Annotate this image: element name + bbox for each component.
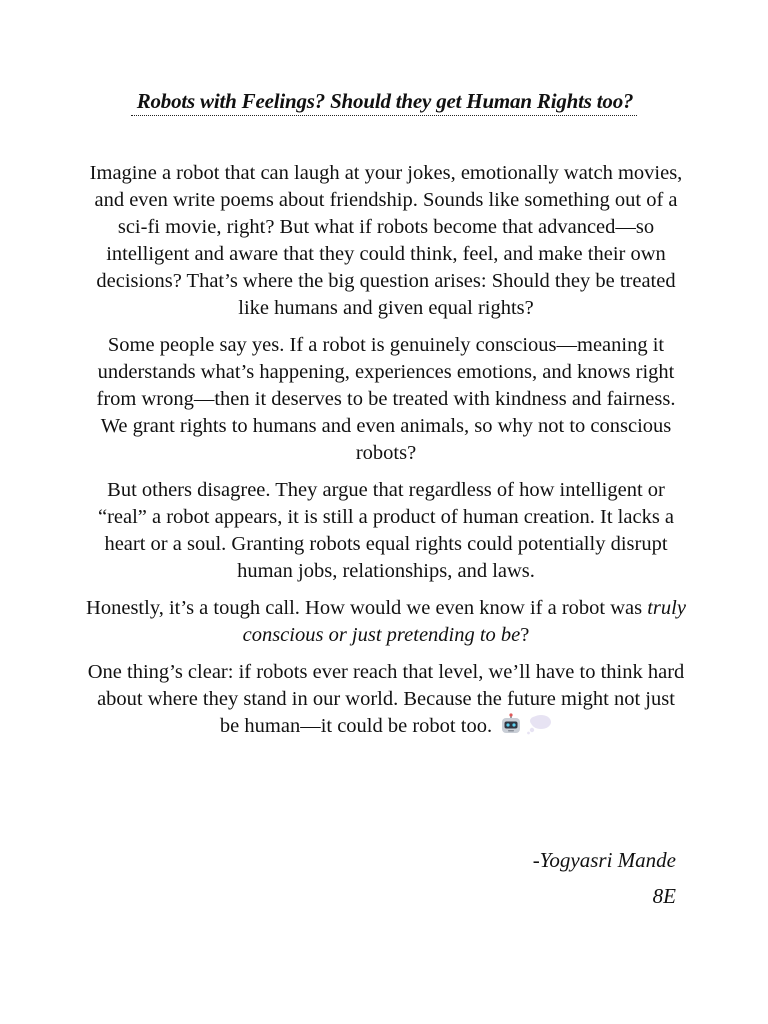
paragraph-intro: Imagine a robot that can laugh at your jokes, emotionally watch movies, and even write poems about friendship. Sounds like something out of a sci-fi movie, right? But what if robots become that advanced—so intelligent and aware that they could think, feel, and make their own decisions? That’s where the big question arises: Should they be treated like humans and given equal rights? <box>89 162 683 319</box>
paragraph-no: But others disagree. They argue that regardless of how intelligent or “real” a robot appears, it is still a product of human creation. It lacks a heart or a soul. Granting robots equal rights could potentially disrupt human jobs, relationships, and laws. <box>97 479 675 582</box>
paragraph-conclusion-text: One thing’s clear: if robots ever reach that level, we’ll have to think hard about where they stand in our world. Because the future might not just be human—it could be robot too. <box>87 661 685 737</box>
paragraph-tough-call-start: Honestly, it’s a tough call. How would we even know if a robot was <box>86 597 648 619</box>
robot-face-icon <box>500 713 522 743</box>
paragraph-yes: Some people say yes. If a robot is genuinely conscious—meaning it understands what’s happening, experiences emotions, and knows right from wrong—then it deserves to be treated with kindness and fairness. We grant rights to humans and even animals, so why not to conscious robots? <box>96 334 676 464</box>
author-class: 8E <box>652 884 676 908</box>
title-container <box>0 88 768 116</box>
paragraph-conclusion <box>86 659 686 743</box>
thought-bubble-icon <box>526 713 552 743</box>
paragraph-tough-call-italic: truly conscious or just pretending to be <box>242 597 686 646</box>
signature-block <box>533 842 676 914</box>
paragraph-tough-call <box>86 595 686 649</box>
author-name: -Yogyasri Mande <box>532 848 676 872</box>
document-body <box>86 160 686 753</box>
paragraph-tough-call-end: ? <box>520 624 530 646</box>
document-title: Robots with Feelings? Should they get Human Rights too? <box>131 88 638 116</box>
